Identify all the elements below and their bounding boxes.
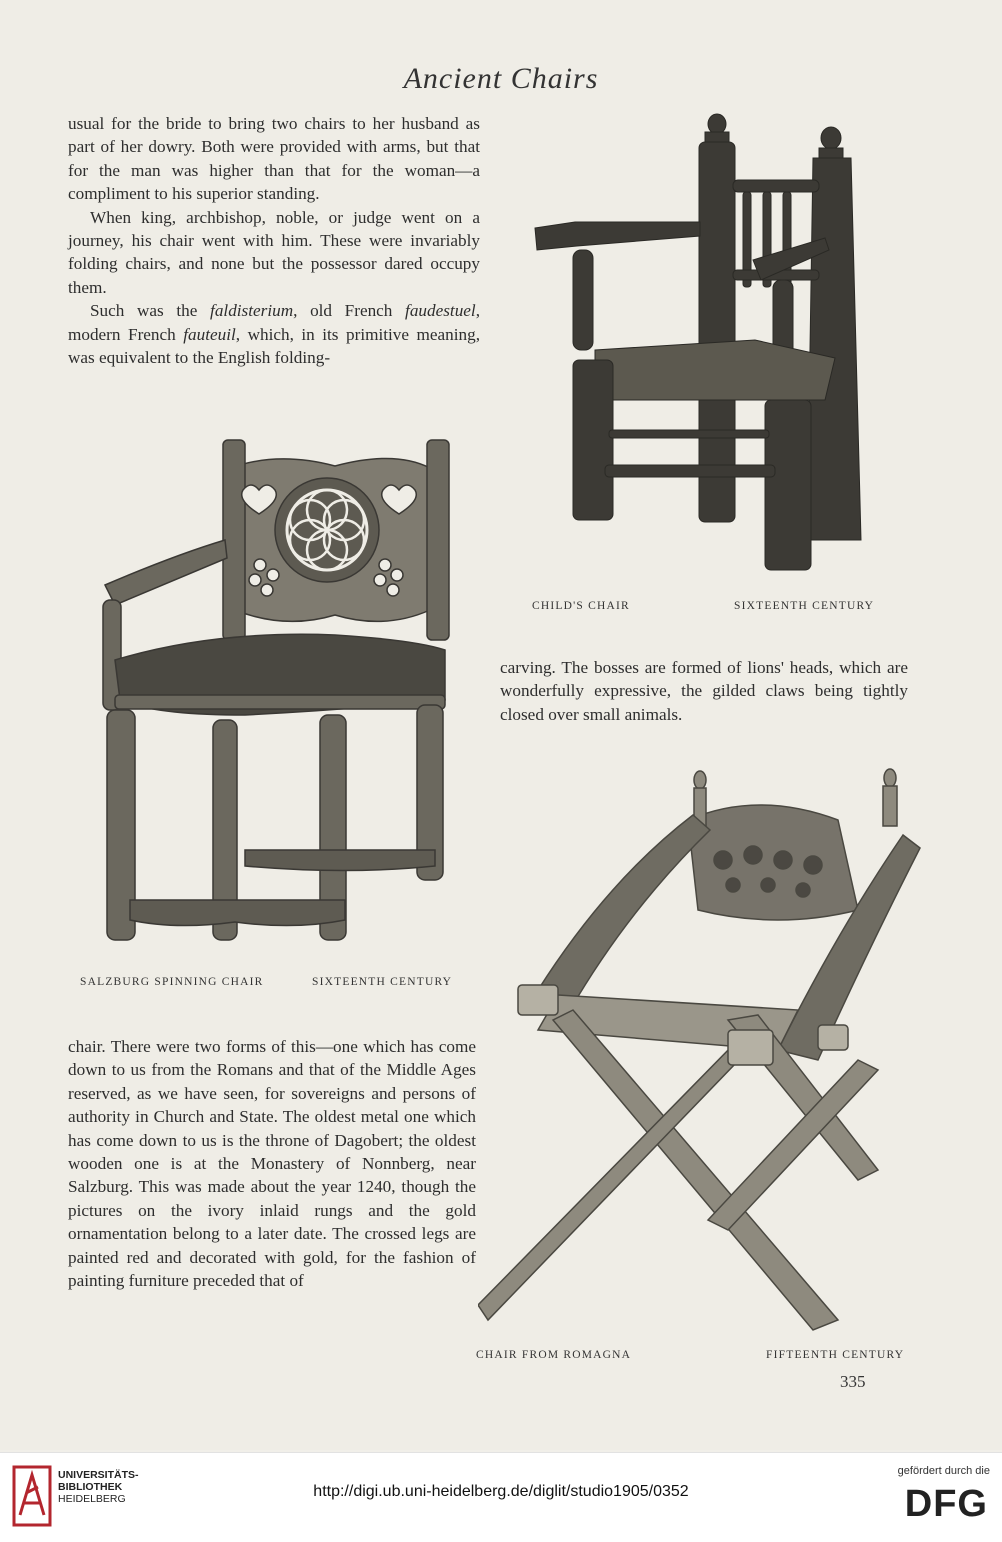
old-french-term: faudestuel <box>405 301 476 321</box>
caption-salzburg-chair-right: SIXTEENTH CENTURY <box>312 976 453 988</box>
permalink-url[interactable]: http://digi.ub.uni-heidelberg.de/diglit/studio1905/0352 <box>313 1483 689 1500</box>
page-title: Ancient Chairs <box>403 62 599 95</box>
latin-term: faldisterium <box>210 301 294 321</box>
funded-by-label: gefördert durch die <box>897 1465 990 1477</box>
paragraph: When king, archbishop, noble, or judge went on a journey, his chair went with him. These were invariably folding chairs, and none but the possessor dared occupy them. <box>68 207 480 297</box>
footer-bar <box>0 1452 1002 1542</box>
dfg-logo: DFG <box>904 1483 988 1525</box>
text-column-top-left <box>68 112 480 369</box>
paragraph: chair. There were two forms of this—one which has come down to us from the Romans and that of the Middle Ages reserved, as we have seen, for sovereigns and persons of authority in Church and State. The oldest metal one which has come down to us is the throne of Dagobert; the oldest wooden one is at the Monastery of Nonnberg, near Salzburg. This was made about the year 1240, though the pictures on the ivory inlaid rungs and the gold ornamentation belong to a later date. The crossed legs are painted red and decorated with gold, for the fashion of painting furniture preceded that of <box>68 1037 476 1291</box>
text-column-bottom-left <box>68 1035 476 1292</box>
page-number: 335 <box>840 1372 866 1391</box>
caption-romagna-chair-right: FIFTEENTH CENTURY <box>766 1349 905 1361</box>
paragraph: Such was the faldisterium, old French faudestuel, modern French fauteuil, which, in its primitive meaning, was equivalent to the English folding- <box>68 301 480 368</box>
salzburg-chair-photo <box>95 430 460 960</box>
library-name: UNIVERSITÄTS- BIBLIOTHEK HEIDELBERG <box>58 1469 139 1505</box>
childs-chair-photo <box>525 110 895 590</box>
paragraph: carving. The bosses are formed of lions' heads, which are wonderfully expressive, the gilded claws being tightly closed over small animals. <box>500 658 908 724</box>
paragraph: usual for the bride to bring two chairs to her husband as part of her dowry. Both were provided with arms, but that for the man was higher than that for the woman—a compliment to his superior standing. <box>68 114 480 204</box>
caption-childs-chair-left: CHILD'S CHAIR <box>532 600 630 612</box>
caption-romagna-chair-left: CHAIR FROM ROMAGNA <box>476 1349 632 1361</box>
romagna-chair-photo <box>478 760 928 1345</box>
modern-french-term: fauteuil <box>183 324 236 344</box>
caption-childs-chair-right: SIXTEENTH CENTURY <box>734 600 875 612</box>
text-column-right <box>500 656 908 726</box>
caption-salzburg-chair-left: SALZBURG SPINNING CHAIR <box>80 976 264 988</box>
